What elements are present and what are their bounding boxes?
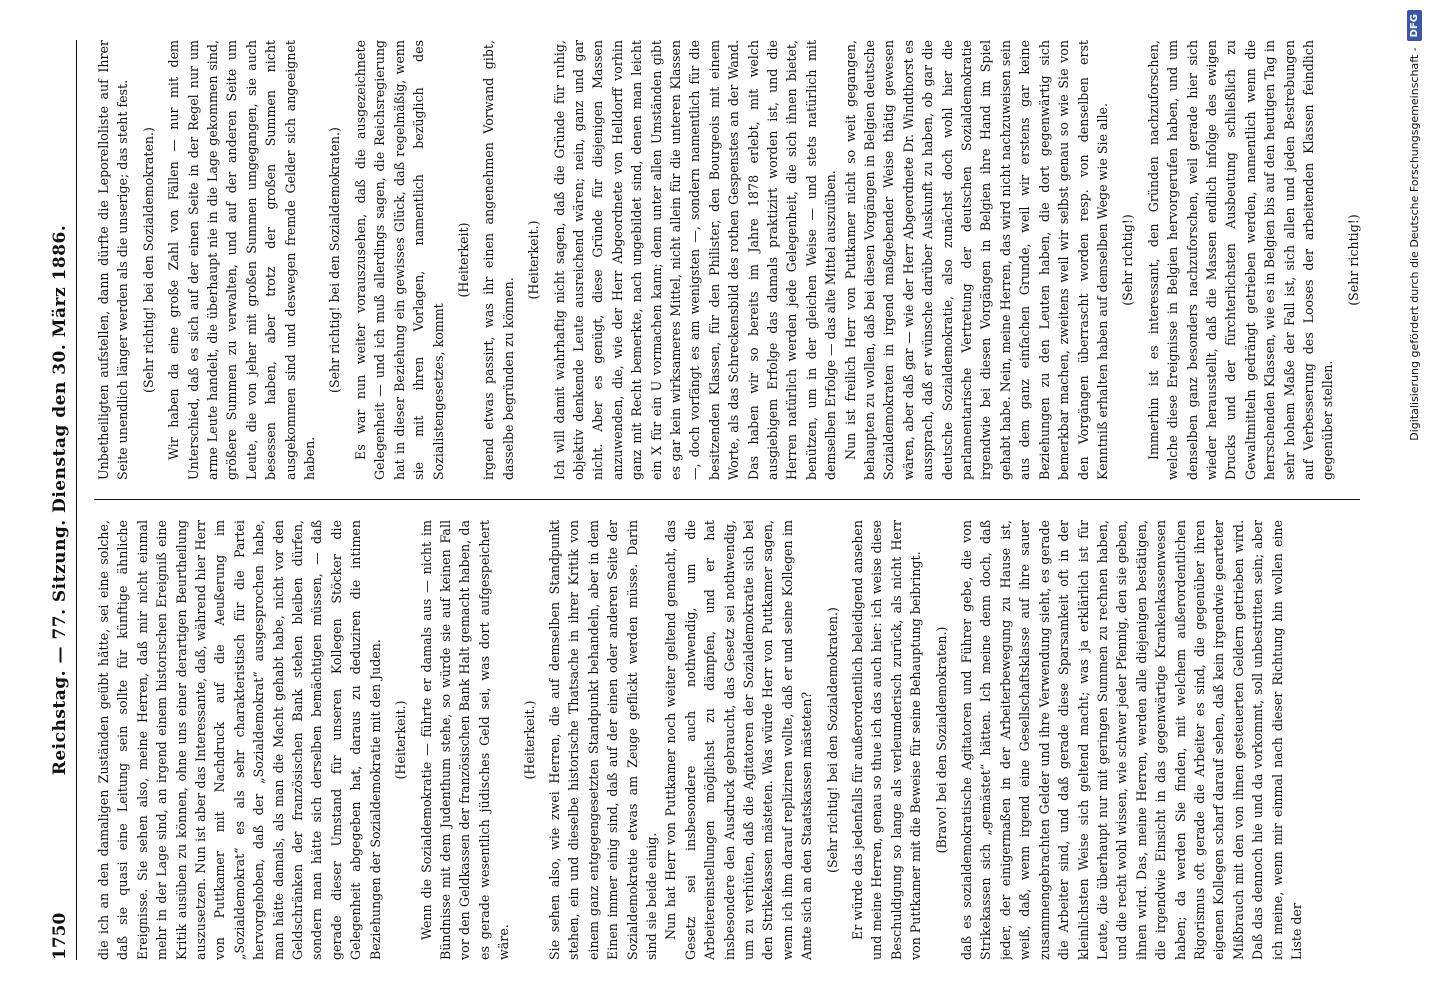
paragraph: Wir haben da eine große Zahl von Fällen — nur mit dem Unterschied, daß es sich auf der einen Seite in der Regel nur um arme Leute handelt, die überhaupt nie in die Lage gekommen sind, größere Summen zu verwalten, und auf der anderen Seite um Leute, die von jeher mit großen Summen umgegangen, sie auch besessen haben, aber trotz der großen Summen nicht ausgekommen sind und deswegen fremde Gelder sich angeeignet haben. (166, 40, 318, 480)
page-number: 1750 (50, 912, 70, 960)
running-title: Reichstag. — 77. Sitzung. Dienstag den 30. März 1886. (50, 224, 70, 776)
left-column (94, 520, 1370, 960)
interjection: (Bravo! bei den Sozialdemokraten.) (933, 626, 949, 854)
interjection: (Heiterkeit.) (521, 700, 537, 780)
interjection: (Sehr richtig! bei den Sozialdemokraten.) (327, 127, 343, 393)
digitization-credit: Digitalisierung gefördert durch die Deutsche Forschungsgemeinschaft - (1407, 47, 1421, 441)
running-header (48, 40, 77, 960)
paragraph: Nun ist freilich Herr von Puttkamer nicht so weit gegangen, behaupten zu wollen, daß bei diesen Vorgängen in Belgien deutsche Sozialdemokraten in irgend maßgebender Weise thätig gewesen wären, aber daß gar — wie der Herr Abgeordnete Dr. Windthorst es aussprach, daß er wünsche darüber Auskunft zu haben, ob gar die deutsche Sozialdemokratie, also zunächst doch wohl hier die parlamentarische Vertretung der deutschen Sozialdemokratie irgendwie bei diesen Vorgängen in Belgien ihre Hand im Spiel gehabt habe. Nein, meine Herren, das wird nicht nachzuweisen sein aus dem ganz einfachen Grunde, weil wir erstens gar keine Beziehungen zu den Leuten haben, die dort gegenwärtig sich bemerkbar machen, zweitens weil wir selbst genau so wie Sie von den Vorgängen überrascht worden resp. von denselben erst Kenntniß erhalten haben auf demselben Wege wie Sie alle. (842, 40, 1110, 480)
paragraph: Unbetheiligten aufstellen, dann dürfte die Leporelloliste auf Ihrer Seite unendlich länger werden als die unserige; das steht fest. (96, 40, 131, 480)
dfg-logo: DFG (1407, 10, 1422, 41)
column-divider (94, 499, 1360, 500)
interjection: (Heiterkeit) (455, 222, 471, 298)
right-column (94, 40, 1370, 480)
paragraph: Nun hat Herr von Puttkamer noch weiter geltend gemacht, das Gesetz sei insbesondere auch nothwendig, um die Arbeitereinstellungen möglichst zu dämpfen, und er hat insbesondere den Ausdruck gebraucht, das Gesetz sei nothwendig, um zu verhüten, daß die Agitatoren der Sozialdemokratie sich bei den Strikekassen mästeten. Was würde Herr von Puttkamer sagen, wenn ich ihm darauf repliziren wollte, daß er und seine Kollegen im Amte sich an den Staatskassen mästeten? (663, 520, 815, 960)
interjection: (Heiterkeit.) (393, 700, 409, 780)
interjection: (Heiterkeit.) (526, 220, 542, 300)
paragraph: Es war nun weiter vorauszusehen, daß die ausgezeichnete Gelegenheit — und ich muß allerdings sagen, die Reichsregierung hat in dieser Beziehung ein gewisses Glück, daß regelmäßig, wenn sie mit ihren Vorlagen, namentlich bezüglich des Sozialistengesetzes, kommt (352, 40, 446, 480)
document-page (10, 10, 1390, 990)
paragraph: die ich an den damaligen Zuständen geübt hätte, sei eine solche, daß sie quasi eine Leitung sein sollte für künftige ähnliche Ereignisse. Sie sehen also, meine Herren, daß mir nicht einmal mehr in der Lage sind, an irgend einem historischen Ereigniß eine Kritik ausüben zu können, ohne uns einer derartigen Beurtheilung auszusetzen. Nun ist aber das Interessante, daß, während hier Herr von Puttkamer mit Nachdruck auf die Aeußerung im „Sozialdemokrat“ es als sehr charakteristisch für die Partei hervorgehoben, daß der „Sozialdemokrat“ ausgesprochen habe, man hätte damals, als man die Macht gehabt habe, nicht vor den Geldschränken der französischen Bank stehen bleiben dürfen, sondern man hätte sich derselben bemächtigen müssen, — daß gerade dieser Umstand für unseren Kollegen Stöcker die Gelegenheit abgegeben hat, daraus zu deduziren die intimen Beziehungen der Sozialdemokratie mit den Juden. (96, 520, 383, 960)
paragraph: Immerhin ist es interessant, den Gründen nachzuforschen, welche diese Ereignisse in Belgien hervorgerufen haben, und um denselben ganz besonders nachzuforschen, weil gerade hier sich wieder herausstellt, daß die Massen endlich infolge des ewigen Drucks und der fürchterlichsten Ausbeutung schließlich zu Gewaltmitteln gedrängt getrieben werden, namentlich wenn die herrschenden Klassen, wie es in Belgien bis auf den heutigen Tag in sehr hohem Maße der Fall ist, sich allen und jeden Bestrebungen auf Verbesserung des Looses der arbeitenden Klassen feindlich gegenüber stellen. (1145, 40, 1336, 480)
interjection: (Sehr richtig!) (1120, 214, 1136, 306)
paragraph: Ich will damit wahrhaftig nicht sagen, daß die Gründe für ruhig, objektiv denkende Leute ausreichend wären; nein, ganz und gar nicht. Aber es genügt, diese Gründe für diejenigen Massen anzuwenden, die, wie der Herr Abgeordnete von Helldorff vorhin ganz mit Recht bemerkte, nach ungebildet sind, denen man leicht ein X für ein U vormachen kann; denn unter allen Umständen gibt es gar kein wirksameres Mittel, nicht allein für die unteren Klassen —, doch vorfängt es am wenigsten —, sondern namentlich für die besitzenden Klassen, für den Philister, den Bourgeois mit einem Worte, als das Schreckensbild des rothen Gespenstes an der Wand. Das haben wir so bereits im Jahre 1878 erlebt, mit welch ausgiebigem Erfolge das damals praktizirt worden ist, und die Herren natürlich werden jede Gelegenheit, die sich ihnen bietet, benützen, um in der gleichen Weise — und stets natürlich mit demselben Erfolge — das alte Mittel auszuüben. (551, 40, 839, 480)
interjection: (Sehr richtig! bei den Sozialdemokraten.) (140, 127, 156, 393)
paragraph: irgend etwas passirt, was ihr einen angenehmen Vorwand gibt, dasselbe begründen zu können. (481, 40, 516, 480)
digitization-note (1396, 10, 1432, 990)
paragraph: Wenn die Sozialdemokratie — führte er damals aus — nicht im Bündnisse mit dem Judenthum stehe, so würde sie auf keinen Fall vor den Geldkassen der französischen Bank Halt gemacht haben, da es gerade wesentlich jüdisches Geld sei, was dort aufgespeichert wäre. (418, 520, 512, 960)
paragraph: Er würde das jedenfalls für außerordentlich beleidigend ansehen und meine Herren, genau so thue ich das auch hier: ich weise diese Beschuldigung so lange als verleumderisch zurück, als nicht Herr von Puttkamer mit die Beweise für seine Behauptung beibringt. (850, 520, 924, 960)
interjection: (Sehr richtig! bei den Sozialdemokraten.) (824, 607, 840, 873)
interjection: (Sehr richtig!) (1345, 214, 1361, 306)
paragraph: daß es sozialdemokratische Agitatoren und Führer gebe, die von Strikekassen sich „gemästet“ hätten. Ich meine denn doch, daß jeder, der einigermaßen in der Arbeiterbewegung zu Hause ist, weiß, daß, wenn irgend eine Gesellschaftsklasse auf ihre sauer zusammengebrachten Gelder und ihre Verwendung sieht, es gerade die Arbeiter sind, und daß gerade diese Sparsamkeit oft in der kleinlichsten Weise sich geltend macht; was ja erklärlich ist für Leute, die überhaupt nur mit geringen Summen zu rechnen haben, und die recht wohl wissen, wie schwer jeder Pfennig, den sie geben, ihnen wird. Das, meine Herren, werden alle diejenigen bestätigen, die irgendwie Einsicht in das gegenwärtige Krankenkassenwesen haben; da werden Sie finden, mit welchem außerordentlichen Rigorismus oft gerade die Arbeiter es sind, die gegenüber ihren eigenen Kollegen scharf darauf sehen, daß kein irgendwie gearteter Mißbrauch mit den von ihnen gesteuerten Geldern getrieben wird. Daß das dennoch hie und da vorkommt, soll unbestritten sein; aber ich meine, wenn mir einmal nach dieser Richtung hin wollen eine Liste der (959, 520, 1304, 960)
paragraph: Sie sehen also, wie zwei Herren, die auf demselben Standpunkt stehen, ein und dieselbe historische Thatsache in ihrer Kritik von einem ganz entgegengesetzten Standpunkt behandeln, aber in dem Einen immer einig sind, daß auf der einen oder anderen Seite der Sozialdemokratie etwas am Zeuge geflickt werden müsse. Darin sind sie beide einig. (546, 520, 659, 960)
